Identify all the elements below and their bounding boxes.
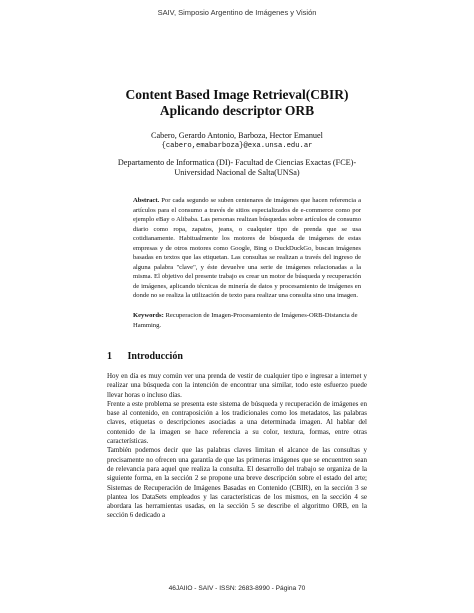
body-paragraph: Frente a este problema se presenta este sistema de búsqueda y recuperación de imágenes en base al contenido, en contraposición a los tradicionales como los metadatos, las palabras claves, etiquetas o descripciones asociadas a una determinada imagen. Al hablar del contenido de la imagen se hace referencia a su color, textura, formas, entre otras características. [107,399,367,446]
author-names: Cabero, Gerardo Antonio, Barboza, Hector Emanuel [151,131,323,140]
paper-title [60,87,414,119]
abstract-text: Por cada segundo se suben centenares de imágenes que hacen referencia a artículos para el consumo a través de sitios especializados de e-commerce como por ejemplo eBay o Alibaba. Las personas realizan búsquedas sobre artículos de consumo diario como ropa, zapatos, jeans, o cualquier tipo de prenda que se usa cotidianamente. Habitualmente los motores de búsqueda de imágenes de estas empresas y de otros motores como Google, Bing o DuckDuckGo, buscan imágenes basadas en textos que las etiquetan. Las consultas se realizan a través del ingreso de alguna palabra "clave", y éste devuelve una serie de imágenes relacionadas a la misma. El objetivo del presente trabajo es crear un motor de búsqueda y recuperación de imágenes, aplicando técnicas de minería de datos y procesamiento de imágenes en donde no se realiza la utilización de texto para realizar una consulta sino una imagen. [133,197,361,299]
affiliation-line: Universidad Nacional de Salta(UNSa) [174,168,300,177]
abstract [133,196,361,301]
body-paragraph: Hoy en día es muy común ver una prenda de vestir de cualquier tipo e ingresar a internet y realizar una búsqueda con la intención de encontrar una similar, todo este esfuerzo puede llevar horas o incluso días. [107,372,367,399]
title-line: Aplicando descriptor ORB [159,103,315,118]
title-line: Content Based Image Retrieval(CBIR) [125,87,349,102]
body-text [107,372,367,521]
page-footer: 46JAIIO - SAIV - ISSN: 2683-8990 - Página 70 [168,585,306,592]
section-heading [107,351,183,362]
keywords-text: Recuperacion de Imagen-Procesamiento de Imágenes-ORB-Distancia de Hamming. [133,312,358,329]
abstract-label: Abstract. [133,197,160,204]
keywords-label: Keywords: [133,312,164,319]
keywords [133,311,361,330]
body-paragraph: También podemos decir que las palabras claves limitan el alcance de las consultas y precisamente no ofrecen una garantía de que las primeras imágenes que se encuentren sean de relevancia para aquel que realiza la consulta. El desarrollo del trabajo se organiza de la siguiente forma, en la sección 2 se propone una breve descripción sobre el estado del arte; Sistemas de Recuperación de Imágenes Basadas en Contenido (CBIR), en la sección 3 se plantea los DataSets empleados y las características de los mismos, en la sección 4 se abordara las herramientas usadas, en la sección 5 se describe el algoritmo ORB, en la sección 6 dedicado a [107,446,367,520]
running-head: SAIV, Simposio Argentino de Imágenes y Visión [157,8,317,17]
author-email: {cabero,emabarboza}@exa.unsa.edu.ar [161,142,313,150]
section-title: Introducción [127,351,183,362]
affiliation-line: Departamento de Informatica (DI)- Facultad de Ciencias Exactas (FCE)- [117,158,357,167]
affiliation [60,158,414,178]
author-block [60,131,414,151]
section-number: 1 [107,351,112,362]
